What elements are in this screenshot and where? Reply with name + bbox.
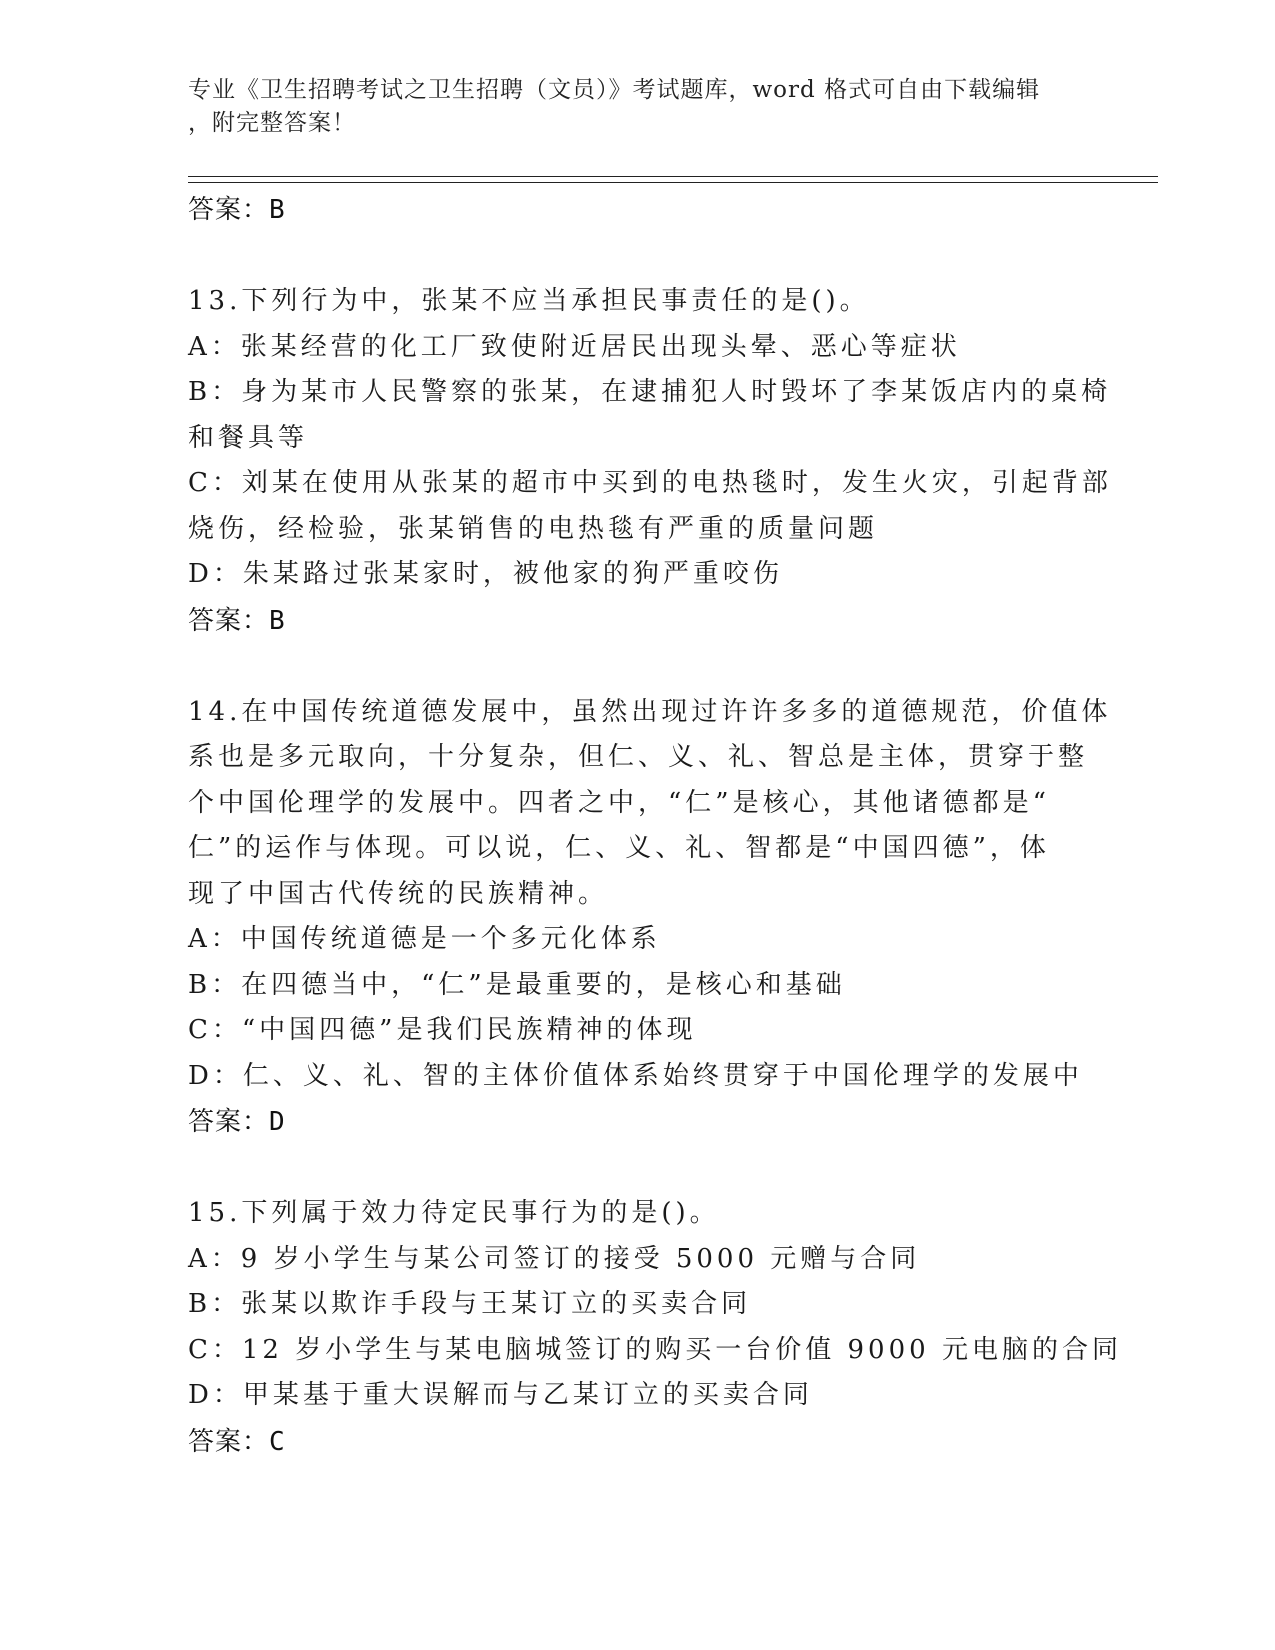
option-c: C：12 岁小学生与某电脑城签订的购买一台价值 9000 元电脑的合同 bbox=[188, 1334, 1122, 1365]
question-stem: 14.在中国传统道德发展中，虽然出现过许许多多的道德规范，价值体 bbox=[188, 696, 1112, 727]
spacer bbox=[188, 233, 1088, 279]
header-divider bbox=[188, 176, 1158, 183]
option-b-continued: 和餐具等 bbox=[188, 422, 309, 453]
question-stem: 13.下列行为中，张某不应当承担民事责任的是()。 bbox=[188, 286, 870, 316]
header-line-1: 专业《卫生招聘考试之卫生招聘（文员）》考试题库，word 格式可自由下载编辑 bbox=[188, 77, 1041, 103]
option-c: C：刘某在使用从张某的超市中买到的电热毯时，发生火灾，引起背部 bbox=[188, 468, 1112, 498]
question-13 bbox=[188, 279, 1112, 644]
answer-line bbox=[188, 1099, 1088, 1145]
question-stem: 15.下列属于效力待定民事行为的是()。 bbox=[188, 1198, 720, 1228]
question-14 bbox=[188, 690, 1112, 1146]
page-header bbox=[188, 74, 1078, 140]
option-c-continued: 烧伤，经检验，张某销售的电热毯有严重的质量问题 bbox=[188, 513, 879, 544]
option-d: D：甲某基于重大误解而与乙某订立的买卖合同 bbox=[188, 1380, 813, 1410]
option-d: D：仁、义、礼、智的主体价值体系始终贯穿于中国伦理学的发展中 bbox=[188, 1060, 1083, 1091]
answer-value: B bbox=[269, 605, 286, 636]
answer-label: 答案： bbox=[188, 1107, 270, 1137]
answer-label: 答案： bbox=[188, 1426, 270, 1457]
answer-label: 答案： bbox=[188, 605, 270, 636]
option-d: D：朱某路过张某家时，被他家的狗严重咬伤 bbox=[188, 559, 783, 589]
answer-line bbox=[188, 187, 1088, 233]
header-line-2: ，附完整答案！ bbox=[188, 110, 356, 136]
question-stem-continued: 仁”的运作与体现。可以说，仁、义、礼、智都是“中国四德”，体 bbox=[188, 833, 1050, 863]
option-a: A：中国传统道德是一个多元化体系 bbox=[188, 924, 661, 954]
question-stem-continued: 个中国伦理学的发展中。四者之中，“仁”是核心，其他诸德都是“ bbox=[188, 787, 1050, 818]
answer-label: 答案： bbox=[188, 195, 270, 225]
question-list bbox=[188, 187, 1122, 1465]
question-15 bbox=[188, 1191, 1122, 1465]
option-c: C：“中国四德”是我们民族精神的体现 bbox=[188, 1015, 697, 1045]
question-stem-continued: 系也是多元取向，十分复杂，但仁、义、礼、智总是主体，贯穿于整 bbox=[188, 742, 1089, 772]
answer-value: D bbox=[269, 1107, 286, 1137]
option-a: A：9 岁小学生与某公司签订的接受 5000 元赠与合同 bbox=[188, 1243, 921, 1274]
option-a: A：张某经营的化工厂致使附近居民出现头晕、恶心等症状 bbox=[188, 331, 961, 362]
option-b: B：在四德当中，“仁”是最重要的，是核心和基础 bbox=[188, 969, 846, 1000]
question-stem-continued: 现了中国古代传统的民族精神。 bbox=[188, 878, 609, 909]
answer-value: C bbox=[269, 1426, 286, 1457]
answer-line bbox=[188, 598, 1088, 644]
option-b: B：张某以欺诈手段与王某订立的买卖合同 bbox=[188, 1289, 752, 1319]
answer-value: B bbox=[269, 195, 286, 225]
spacer bbox=[188, 644, 1088, 690]
spacer bbox=[188, 1145, 1088, 1191]
option-b: B：身为某市人民警察的张某，在逮捕犯人时毁坏了李某饭店内的桌椅 bbox=[188, 377, 1112, 407]
answer-line bbox=[188, 1419, 1088, 1465]
